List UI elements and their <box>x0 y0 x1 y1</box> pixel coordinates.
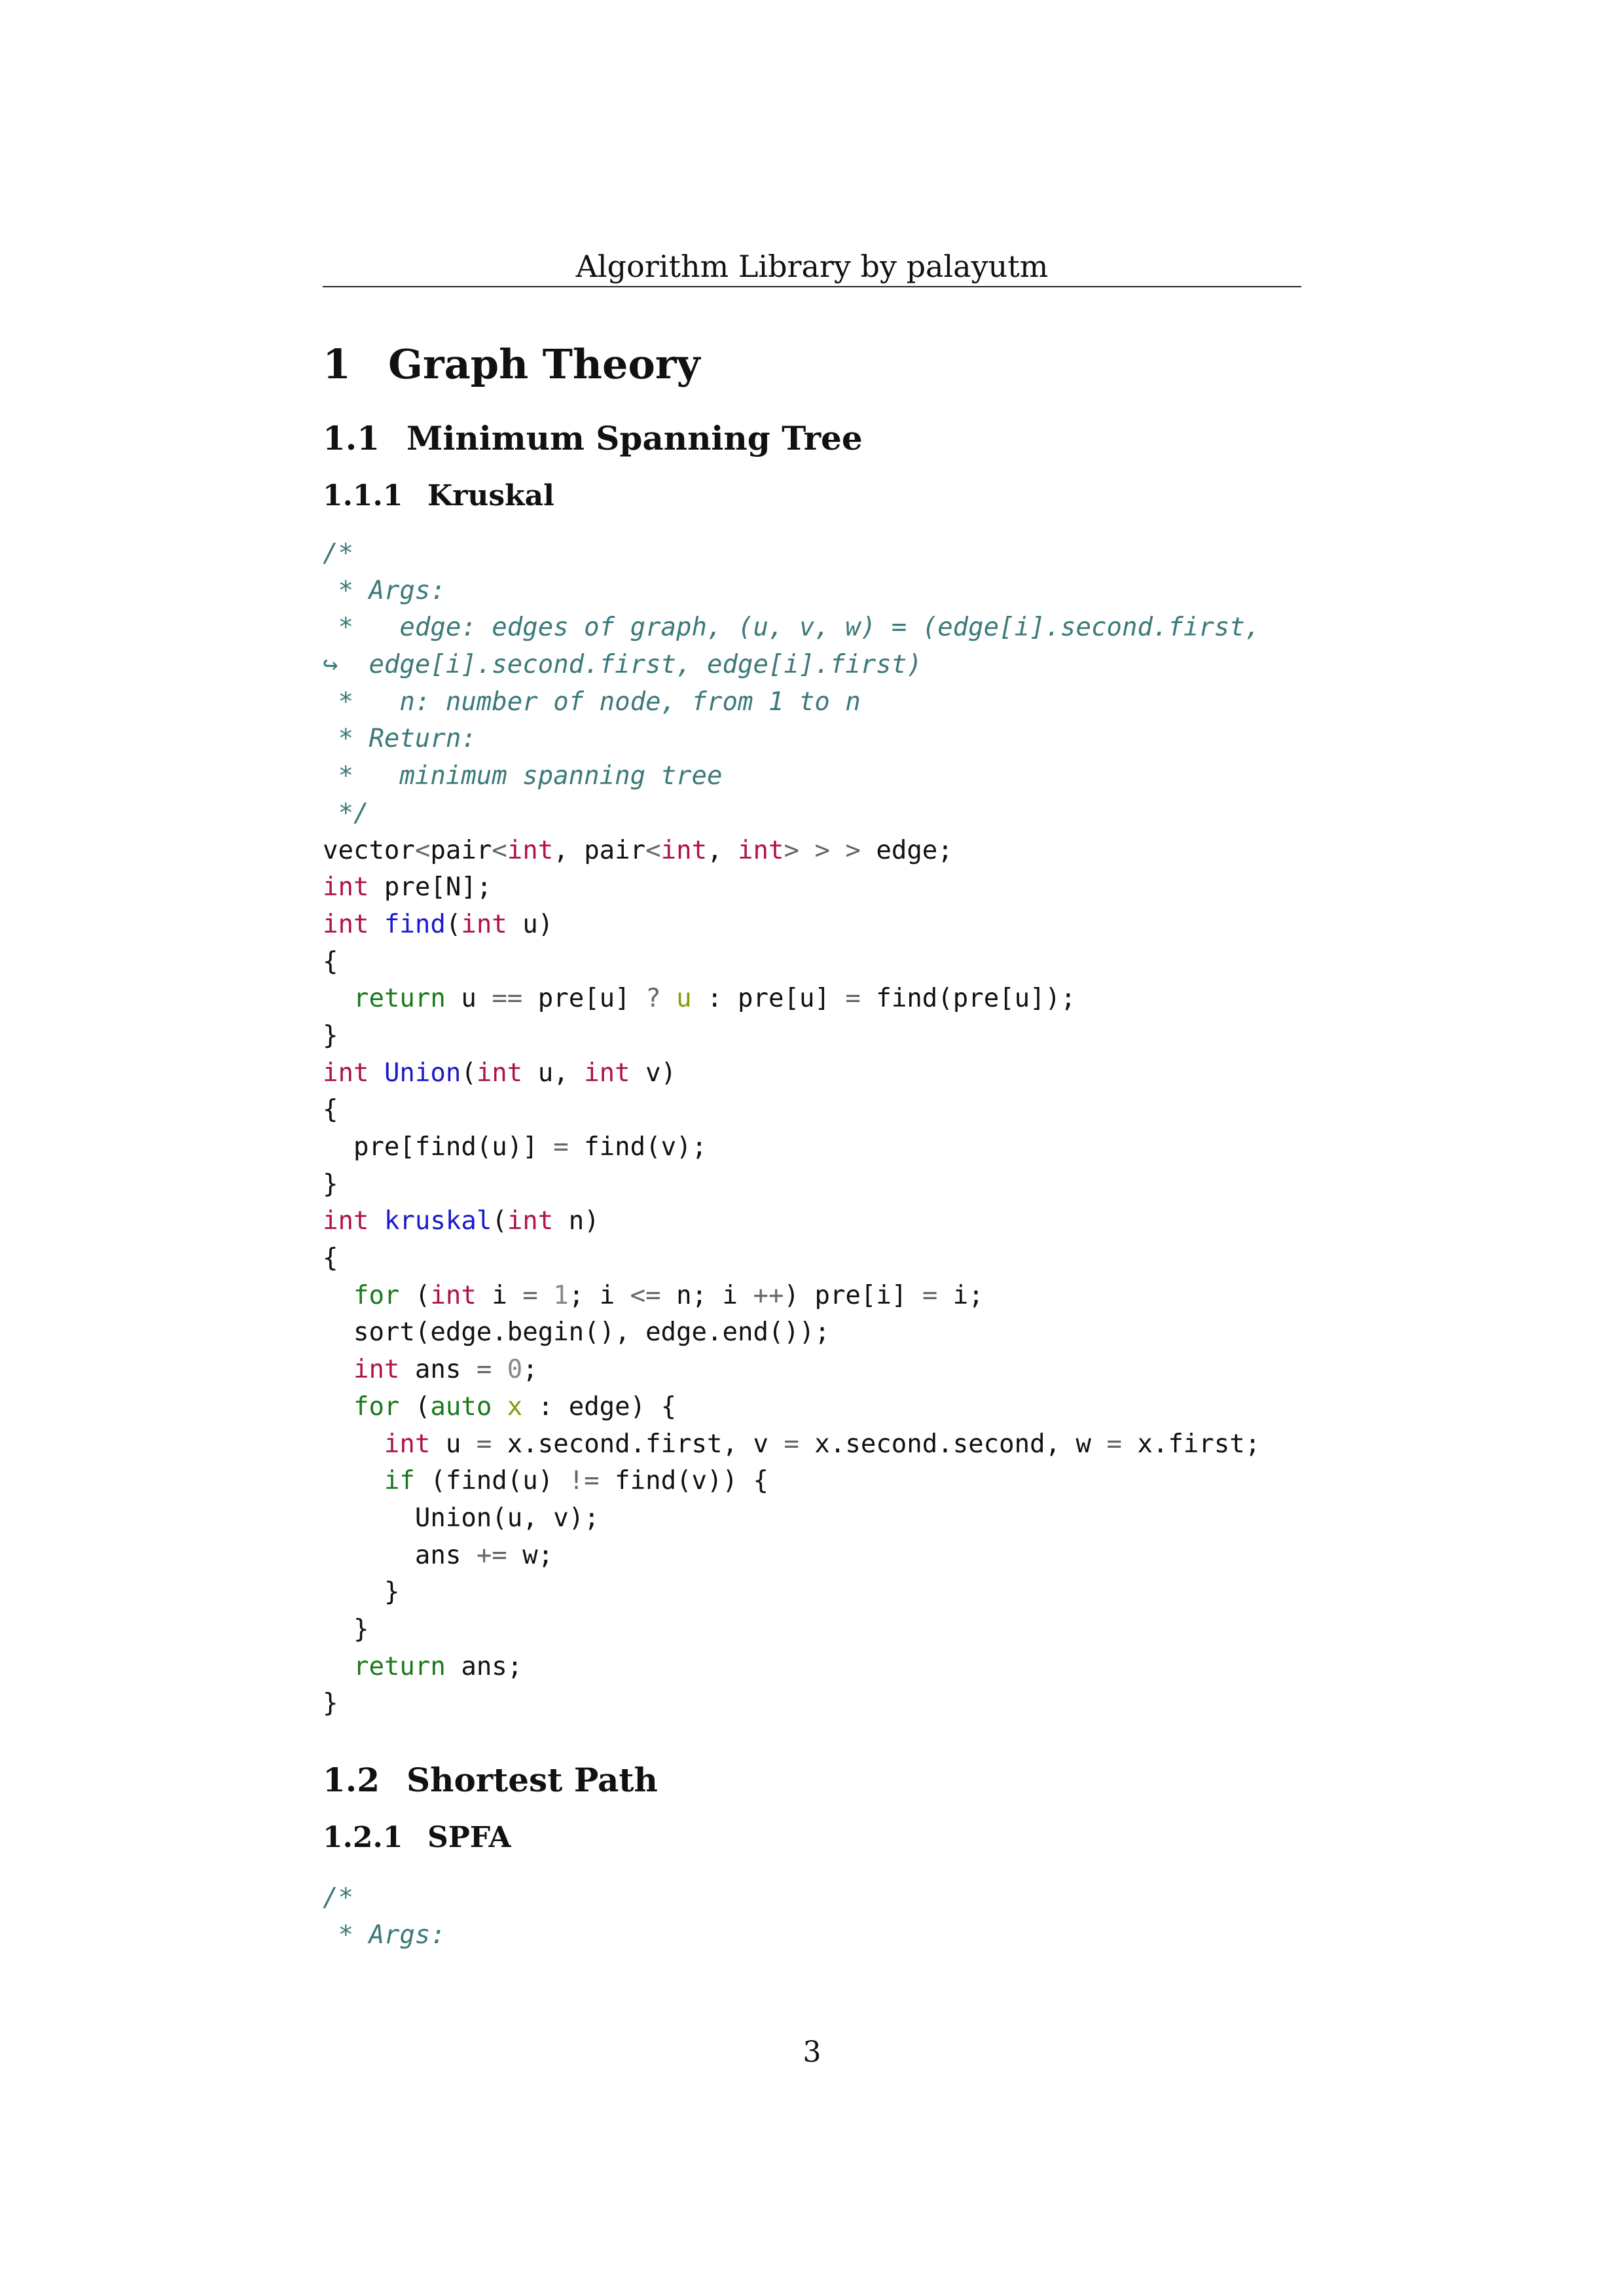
code-token: = <box>845 984 861 1014</box>
code-token: find(pre[u]); <box>860 984 1076 1014</box>
code-token: int <box>507 1206 554 1236</box>
code-line <box>323 1203 1260 1240</box>
code-token <box>369 1058 384 1088</box>
code-token: } <box>323 1020 338 1050</box>
code-token: = <box>476 1355 492 1385</box>
code-token: */ <box>323 798 369 828</box>
code-line <box>323 647 1260 684</box>
code-token: ans <box>399 1355 477 1385</box>
code-line <box>323 944 1260 981</box>
code-token: u) <box>507 909 554 939</box>
code-token: /* <box>323 1883 353 1912</box>
code-token <box>323 1355 353 1384</box>
code-line <box>323 1917 446 1954</box>
code-block-kruskal <box>323 535 1260 1723</box>
code-token: ( <box>461 1058 477 1088</box>
code-token: : edge) { <box>522 1391 677 1422</box>
code-token: pair <box>430 835 492 865</box>
code-line <box>323 609 1260 647</box>
code-token: * Return: <box>323 724 477 754</box>
code-token: <= <box>630 1280 661 1310</box>
code-token: int <box>323 872 369 903</box>
subsubsection-heading-kruskal <box>323 479 554 512</box>
code-token: w; <box>507 1540 554 1570</box>
code-token: * Args: <box>323 575 446 605</box>
code-token: (find(u) <box>414 1466 569 1496</box>
code-token: = <box>522 1280 538 1310</box>
code-token: find(v); <box>568 1132 708 1162</box>
code-line <box>323 721 1260 758</box>
code-token <box>369 1206 384 1236</box>
code-token: Union(u, v); <box>323 1503 600 1533</box>
code-token: ; i <box>568 1280 630 1310</box>
subsection-heading-mst <box>323 419 863 457</box>
code-token <box>323 1281 353 1310</box>
code-token: , <box>707 835 738 865</box>
code-line <box>323 1278 1260 1315</box>
code-token: int <box>353 1355 400 1385</box>
code-token: for <box>353 1280 400 1310</box>
code-token: < <box>645 835 661 865</box>
code-token: += <box>476 1540 507 1570</box>
subsection-number: 1.1 <box>323 419 380 457</box>
code-token <box>323 1429 384 1459</box>
code-token: pre[u] <box>522 984 646 1014</box>
code-token: int <box>323 1206 369 1236</box>
code-token: auto <box>430 1391 492 1422</box>
code-line <box>323 1500 1260 1537</box>
code-token: n) <box>553 1206 600 1236</box>
code-token: < <box>492 835 507 865</box>
code-token: int <box>430 1280 477 1310</box>
code-line <box>323 869 1260 906</box>
code-line <box>323 1463 1260 1500</box>
code-token: ans <box>323 1540 477 1570</box>
code-token: ; <box>522 1355 538 1385</box>
code-line <box>323 833 1260 870</box>
code-token: u <box>676 984 692 1014</box>
code-token: { <box>323 1244 338 1274</box>
code-token: int <box>660 835 708 865</box>
code-token <box>323 1466 384 1496</box>
subsubsection-title: SPFA <box>427 1821 511 1854</box>
code-token <box>369 910 384 939</box>
code-token: { <box>323 946 338 977</box>
code-token: = <box>1106 1429 1123 1459</box>
code-token: ( <box>399 1280 431 1310</box>
code-token: x.second.second, w <box>799 1429 1107 1459</box>
section-title: Graph Theory <box>388 340 700 388</box>
code-line <box>323 1018 1260 1055</box>
code-token <box>323 1392 353 1422</box>
code-token: return <box>353 984 446 1014</box>
code-line <box>323 980 1260 1018</box>
subsection-heading-shortest-path <box>323 1761 658 1799</box>
code-token: * n: number of node, from 1 to n <box>323 687 861 717</box>
code-token: = <box>784 1429 799 1459</box>
code-token: ( <box>492 1206 507 1236</box>
code-token: ↪ edge[i].second.first, edge[i].first) <box>323 650 922 680</box>
code-token: 1 <box>553 1280 569 1310</box>
code-line <box>323 1092 1260 1129</box>
section-number: 1 <box>323 340 352 388</box>
code-token: int <box>323 1058 369 1088</box>
subsection-title: Minimum Spanning Tree <box>406 419 863 457</box>
subsection-title: Shortest Path <box>406 1761 658 1799</box>
code-token: == <box>492 984 523 1014</box>
code-token: ( <box>399 1391 431 1422</box>
code-token: find(v)) { <box>599 1466 768 1496</box>
code-token: return <box>353 1651 446 1681</box>
code-token: u <box>430 1429 477 1459</box>
code-token: int <box>738 835 784 865</box>
code-line <box>323 1611 1260 1649</box>
code-token: != <box>568 1466 600 1496</box>
code-token: for <box>353 1391 400 1422</box>
code-line <box>323 1649 1260 1686</box>
section-heading-graph-theory <box>323 340 700 388</box>
code-line <box>323 1240 1260 1278</box>
code-line <box>323 1129 1260 1166</box>
code-token: * minimum spanning tree <box>323 761 723 791</box>
code-token: = <box>476 1429 492 1459</box>
code-token <box>492 1355 507 1384</box>
code-token: ( <box>445 909 461 939</box>
code-line <box>323 1166 1260 1204</box>
code-token: } <box>323 1614 369 1644</box>
code-line <box>323 1574 1260 1611</box>
code-line <box>323 795 1260 833</box>
code-token: kruskal <box>384 1206 492 1236</box>
code-line <box>323 1352 1260 1389</box>
code-token: if <box>384 1466 415 1496</box>
code-token: ? <box>645 984 661 1014</box>
subsection-number: 1.2 <box>323 1761 380 1799</box>
code-token: * edge: edges of graph, (u, v, w) = (edge[i].second.first, <box>323 613 1261 643</box>
code-token: , pair <box>553 835 646 865</box>
code-token: int <box>384 1429 431 1459</box>
code-token: /* <box>323 539 353 568</box>
code-token: } <box>323 1169 338 1199</box>
code-token: > > > <box>784 835 861 865</box>
code-line <box>323 1880 446 1917</box>
code-token: x.second.first, v <box>492 1429 784 1459</box>
code-token: vector <box>323 835 415 865</box>
code-line <box>323 758 1260 795</box>
code-token: v) <box>630 1058 677 1088</box>
code-line <box>323 684 1260 721</box>
code-line <box>323 1055 1260 1092</box>
code-token: = <box>922 1280 938 1310</box>
code-token: < <box>414 835 431 865</box>
code-token: u <box>445 984 492 1014</box>
subsubsection-number: 1.1.1 <box>323 479 403 512</box>
code-token: ans; <box>445 1651 523 1681</box>
code-token: int <box>476 1058 523 1088</box>
code-line <box>323 1389 1260 1426</box>
code-token: int <box>507 835 554 865</box>
code-token: Union <box>384 1058 461 1088</box>
code-token: pre[find(u)] <box>323 1132 554 1162</box>
code-token: = <box>553 1132 569 1162</box>
code-line <box>323 906 1260 944</box>
code-token: ++ <box>753 1280 784 1310</box>
code-token: u, <box>522 1058 585 1088</box>
code-token: : pre[u] <box>691 984 846 1014</box>
subsubsection-heading-spfa <box>323 1821 511 1854</box>
code-token: edge; <box>860 835 953 865</box>
code-token: i <box>476 1280 523 1310</box>
code-token: find <box>384 909 446 939</box>
code-line <box>323 1314 1260 1352</box>
code-token: pre[N]; <box>369 872 492 903</box>
subsubsection-number: 1.2.1 <box>323 1821 403 1854</box>
code-token <box>538 1281 553 1310</box>
running-header: Algorithm Library by palayutm <box>323 247 1301 287</box>
page-number: 3 <box>803 2036 821 2069</box>
code-line <box>323 535 1260 573</box>
code-token: int <box>323 909 369 939</box>
code-token: ) pre[i] <box>784 1280 922 1310</box>
code-token: x.first; <box>1122 1429 1261 1459</box>
code-token <box>323 1652 353 1681</box>
code-token: sort(edge.begin(), edge.end()); <box>323 1318 830 1348</box>
code-line <box>323 1426 1260 1463</box>
code-token: x <box>507 1391 523 1422</box>
code-token: { <box>323 1095 338 1125</box>
subsubsection-title: Kruskal <box>427 479 554 512</box>
code-token: * Args: <box>323 1920 446 1950</box>
code-token: int <box>461 909 507 939</box>
code-token: n; i <box>660 1280 753 1310</box>
code-token: } <box>323 1689 338 1719</box>
code-line <box>323 1685 1260 1723</box>
code-token <box>492 1392 507 1422</box>
code-block-spfa <box>323 1880 446 1954</box>
code-line <box>323 573 1260 610</box>
code-token: i; <box>937 1280 984 1310</box>
code-line <box>323 1537 1260 1575</box>
code-token: int <box>584 1058 630 1088</box>
code-token <box>661 984 676 1013</box>
code-token: } <box>323 1577 400 1607</box>
code-token <box>323 984 353 1013</box>
code-token: 0 <box>507 1355 523 1385</box>
